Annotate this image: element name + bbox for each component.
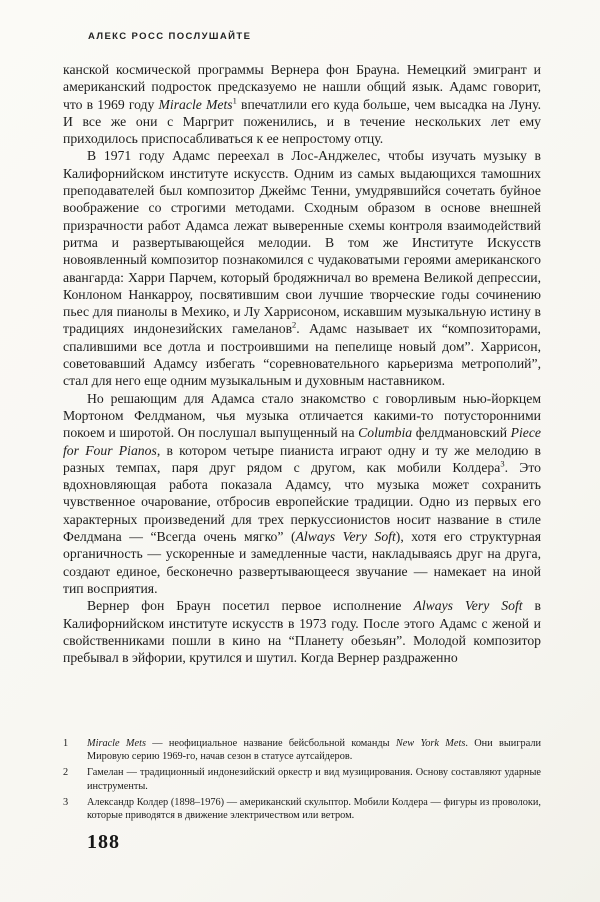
italic-text: Always Very Soft — [295, 529, 396, 545]
text-run: — неофициальное название бейсбольной команды — [145, 738, 396, 749]
page-number: 188 — [87, 831, 120, 853]
text-run: в Калифорнийском институте искусств в 1973 году. После этого Адамс с женой и свойственниками пошли в кино на “Планету обезьян”. Молодой композитор пребывал в эйфории, крутился и шутил. Когда Вернер раздраженно — [63, 598, 542, 666]
text-run: Вернер фон Браун посетил первое исполнение — [87, 598, 414, 614]
text-run: Александр Колдер (1898–1976) — американский скульптор. Мобили Колдера — фигуры из проволоки, которые приводятся в движение электричеством или ветром. — [87, 796, 541, 822]
text-run: . Это вдохновляющая работа показала Адамсу, что музыка может сохранить чувственное очарование, отбросив европейские традиции. Одно из первых его характерных произведений для трех перкуссионистов носит название в стиле Фелдмана — “Всегда очень мягко” ( — [63, 459, 541, 545]
footnote — [63, 766, 541, 792]
footnote-reference: 2 — [292, 319, 297, 330]
footnote-reference: 1 — [232, 95, 237, 106]
italic-text: New York Mets — [395, 738, 466, 749]
text-run: фелдмановский — [412, 425, 511, 441]
italic-text: Miracle Mets — [87, 738, 146, 749]
text-run: ), хотя его структурная органичность — ускоренные и замедленные части, накладываясь друг на друга, создают единое, бесконечно развертывающееся звучание — намекает на иной тип восприятия. — [63, 529, 541, 596]
paragraph — [63, 147, 541, 389]
text-run: , в котором четыре пианиста играют одну и ту же мелодию в разных темпах, паря друг рядом с другом, как мобили Колдера — [63, 442, 541, 475]
text-run: Гамелан — традиционный индонезийский оркестр и вид музицирования. Основу составляют ударные инструменты. — [87, 767, 541, 792]
footnote — [63, 737, 541, 763]
paragraph — [63, 61, 541, 147]
text-run: . Адамс называет их “композиторами, спалившими все дотла и построившими на пепелище новый дом”. Харрисон, советовавший Адамсу избегать “соревновательного карьеризма метрополий”, стал для него еще одним музыкальным и духовным наставником. — [63, 321, 541, 389]
italic-text: Always Very Soft — [413, 598, 523, 614]
paragraph — [63, 597, 541, 666]
text-run: . Они выиграли Мировую серию 1969-го, начав сезон в статусе аутсайдеров. — [87, 738, 541, 763]
footnotes-section — [63, 737, 541, 825]
footnote-number: 2 — [63, 767, 69, 779]
footnote-reference: 3 — [500, 458, 505, 469]
footnote-number: 1 — [63, 738, 69, 749]
text-run: Но решающим для Адамса стало знакомство с говорливым нью-йоркцем Мортоном Фелдманом, чья музыка отличается какими-то потусторонними покоем и широтой. Он послушал выпущенный на — [63, 390, 541, 441]
footnote-text — [87, 766, 541, 792]
italic-text: Piece for Four Pianos — [63, 425, 541, 458]
text-run: впечатлили его куда больше, чем высадка на Луну. И все же они с Маргрит поженились, и в течение нескольких лет ему приходилось приспосабливаться к ее непростому отцу. — [63, 96, 542, 147]
footnote-text — [87, 796, 541, 822]
footnote — [63, 796, 541, 822]
running-header: АЛЕКС РОСС ПОСЛУШАЙТЕ — [88, 31, 252, 42]
paragraph — [63, 390, 541, 598]
italic-text: Miracle Mets — [158, 96, 233, 112]
footnote-text — [87, 737, 541, 763]
footnote-number: 3 — [63, 796, 69, 808]
body-text — [63, 61, 541, 666]
text-run: В 1971 году Адамс переехал в Лос-Анджелес, чтобы изучать музыку в Калифорнийском институте искусств. Одним из самых выдающихся тамошних преподавателей был композитор Джеймс Тенни, умудрявшийся сочетать буйное воображение со строгими методами. Сходным образом в основе внешней призрачности работ Адамса лежат выверенные схемы контроля взаимодействий ритма и развертывающейся мелодии. В том же Институте Искусств новоявленный композитор познакомился с чудаковатыми героями американского авангарда: Харри Парчем, который бродяжничал во времена Великой депрессии, Конлоном Нанкарроу, посвятившим свои лучшие творческие годы сочинению пьес для пианолы в Мехико, и Лу Харрисоном, искавшим музыкальную истину в традициях индонезийских гамеланов — [63, 148, 541, 337]
italic-text: Columbia — [358, 425, 413, 441]
text-run: канской космической программы Вернера фон Брауна. Немецкий эмигрант и американский подросток предсказуемо не нашли общий язык. Адамс говорит, что в 1969 году — [63, 62, 541, 112]
